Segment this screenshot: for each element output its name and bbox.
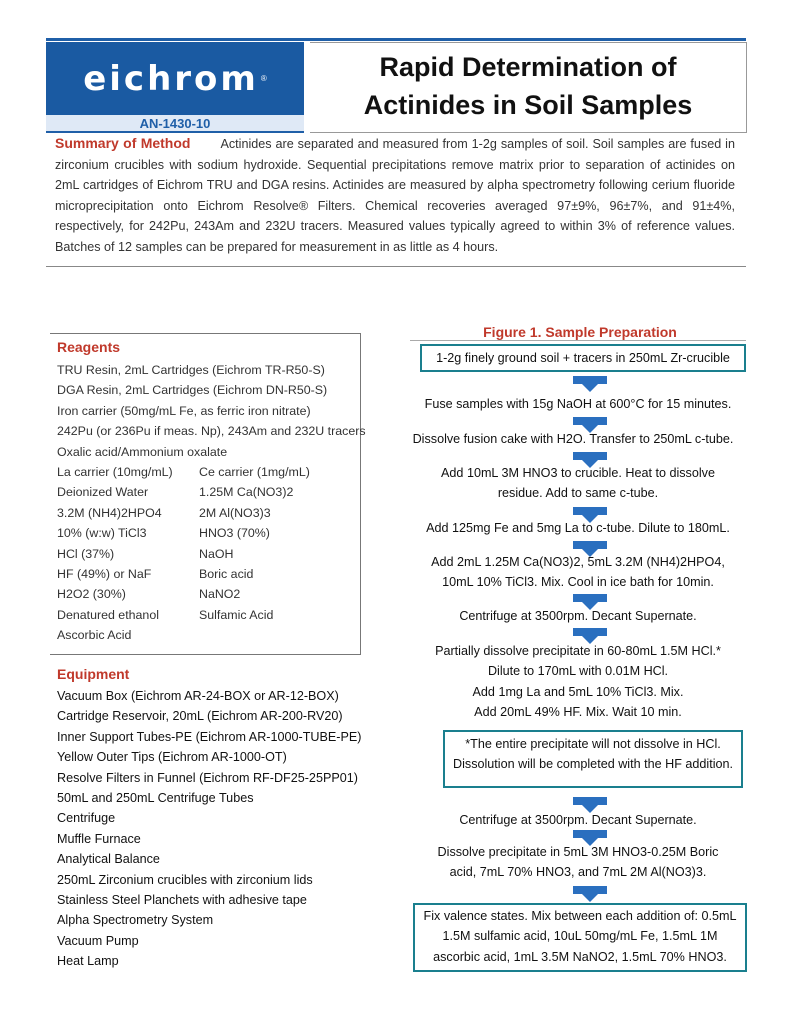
equipment-item: Muffle Furnace (57, 831, 141, 846)
summary-label: Summary of Method (55, 135, 191, 151)
flow-note-box: *The entire precipitate will not dissolve in HCl. Dissolution will be completed with the HF addition. (443, 730, 743, 788)
flow-step-dissolve-cake: Dissolve fusion cake with H2O. Transfer to 250mL c-tube. (412, 432, 734, 446)
equipment-item: 250mL Zirconium crucibles with zirconium lids (57, 872, 313, 887)
equipment-item: Vacuum Pump (57, 933, 139, 948)
equipment-list (57, 686, 361, 971)
reagent-item: TRU Resin, 2mL Cartridges (Eichrom TR-R50-S) (57, 363, 325, 377)
reagent-item: Iron carrier (50mg/mL Fe, as ferric iron nitrate) (57, 403, 311, 418)
reagent-row: 10% (w:w) TiCl3 HNO3 (70%) (57, 526, 270, 541)
equipment-item: Alpha Spectrometry System (57, 913, 214, 928)
reagent-row: HCl (37%) NaOH (57, 546, 234, 561)
reagents-heading: Reagents (57, 339, 121, 355)
flow-step-add-hno3: Add 10mL 3M HNO3 to crucible. Heat to dissolve residue. Add to same c-tube. (441, 466, 715, 501)
logo-text: eichrom (83, 58, 259, 99)
flow-step-centrifuge-1: Centrifuge at 3500rpm. Decant Supernate. (459, 609, 697, 623)
reagent-row: Ascorbic Acid (57, 628, 132, 643)
reagent-item: Oxalic acid/Ammonium oxalate (57, 444, 228, 459)
summary-of-method (55, 133, 735, 258)
reagent-item: 242Pu (or 236Pu if meas. Np), 243Am and 232U tracers (57, 424, 366, 439)
flow-step-add-fe-la: Add 125mg Fe and 5mg La to c-tube. Dilute to 180mL. (426, 521, 730, 535)
equipment-item: Heat Lamp (57, 954, 119, 969)
equipment-item: Centrifuge (57, 811, 116, 826)
header-top-rule (46, 38, 746, 41)
reagent-row: H2O2 (30%) NaNO2 (57, 587, 241, 602)
summary-text: Actinides are separated and measured from 1-2g samples of soil. Soil samples are fused in zirconium crucibles with sodium hydroxide. Sequential precipitations remove matrix prior to separation of actinides on 2mL cartridges of Eichrom TRU and DGA resins. Actinides are measured by alpha spectrometry following cerium fluoride microprecipitation onto Eichrom Resolve® Filters. Chemical recoveries averaged 97±9%, 96±7%, and 91±4%, respectively, for 242Pu, 243Am and 232U tracers. Measured values typically agreed to within 3% of reference values. Batches of 12 samples can be prepared for measurement in as little as 4 hours. (55, 137, 735, 254)
eichrom-logo: eichrom ® (46, 42, 304, 115)
equipment-item: Resolve Filters in Funnel (Eichrom RF-DF25-25PP01) (57, 770, 358, 785)
flow-step-partial-dissolve: Partially dissolve precipitate in 60-80mL 1.5M HCl.* Dilute to 170mL with 0.01M HCl. Add 1mg La and 5mL 10% TiCl3. Mix. Add 20mL 49% HF. Mix. Wait 10 min. (435, 644, 721, 720)
flow-step-add-reagents: Add 2mL 1.25M Ca(NO3)2, 5mL 3.2M (NH4)2HPO4, 10mL 10% TiCl3. Mix. Cool in ice bath for 10min. (431, 555, 725, 590)
reagent-row: HF (49%) or NaF Boric acid (57, 566, 254, 581)
reagent-item: DGA Resin, 2mL Cartridges (Eichrom DN-R50-S) (57, 383, 328, 398)
doc-number: AN-1430-10 (139, 116, 211, 131)
equipment-item: Stainless Steel Planchets with adhesive tape (57, 892, 307, 907)
flow-step-fix-valence: Fix valence states. Mix between each addition of: 0.5mL 1.5M sulfamic acid, 10uL 50mg/mL Fe, 1.5mL 1M ascorbic acid, 1mL 3.5M NaNO2, 1.5mL 70% HNO3. (413, 903, 747, 972)
reagent-row: Deionized Water 1.25M Ca(NO3)2 (57, 485, 294, 500)
reagent-row: Denatured ethanol Sulfamic Acid (57, 607, 274, 622)
flow-arrow (573, 376, 607, 392)
summary-divider (46, 266, 746, 267)
figure-divider (410, 340, 746, 341)
equipment-item: Yellow Outer Tips (Eichrom AR-1000-OT) (57, 750, 287, 765)
reagents-two-column-list (57, 462, 310, 646)
flow-step-fuse: Fuse samples with 15g NaOH at 600°C for 15 minutes. (424, 397, 732, 411)
reagents-list (57, 360, 366, 462)
flow-step-start: 1-2g finely ground soil + tracers in 250mL Zr-crucible (420, 344, 746, 372)
reagent-row: 3.2M (NH4)2HPO4 2M Al(NO3)3 (57, 505, 271, 520)
equipment-item: Analytical Balance (57, 852, 160, 867)
equipment-item: 50mL and 250mL Centrifuge Tubes (57, 790, 254, 805)
equipment-item: Cartridge Reservoir, 20mL (Eichrom AR-200-RV20) (57, 709, 343, 724)
equipment-item: Inner Support Tubes-PE (Eichrom AR-1000-TUBE-PE) (57, 729, 362, 744)
flow-step-dissolve-precipitate: Dissolve precipitate in 5mL 3M HNO3-0.25M Boric acid, 7mL 70% HNO3, and 7mL 2M Al(NO3)3. (437, 845, 719, 880)
page-title: Rapid Determination of Actinides in Soil Samples (363, 52, 693, 120)
flow-arrow (573, 886, 607, 902)
flow-step-centrifuge-2: Centrifuge at 3500rpm. Decant Supernate. (459, 813, 697, 827)
equipment-item: Vacuum Box (Eichrom AR-24-BOX or AR-12-BOX) (57, 689, 339, 703)
reagent-row: La carrier (10mg/mL) Ce carrier (1mg/mL) (57, 465, 310, 479)
equipment-heading: Equipment (57, 666, 130, 682)
doc-number-bar (46, 115, 304, 133)
figure-title: Figure 1. Sample Preparation (483, 324, 677, 340)
